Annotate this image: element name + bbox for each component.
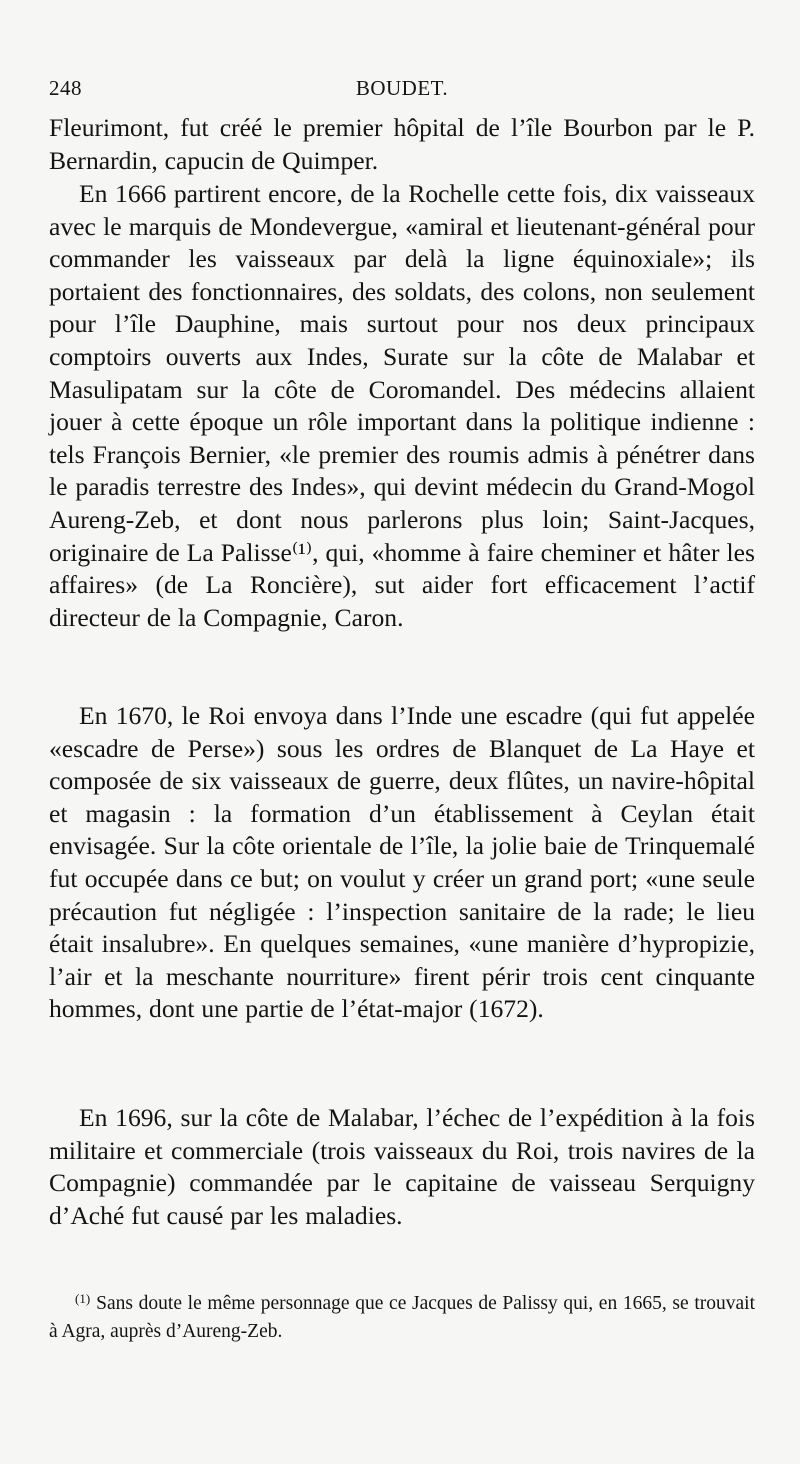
page-header: [49, 76, 755, 106]
footnote-marker: (1): [75, 1291, 91, 1306]
footnote-text: Sans doute le même personnage que ce Jacques de Palissy qui, en 1665, se trouvait à Agra, auprès d’Aureng-Zeb.: [49, 1293, 755, 1342]
body-paragraph: En 1670, le Roi envoya dans l’Inde une escadre (qui fut appelée «escadre de Perse») sous les ordres de Blanquet de La Haye et composée de six vaisseaux de guerre, deux flûtes, un navire-hôpital et magasin : la formation d’un établissement à Ceylan était envisagée. Sur la côte orientale de l’île, la jolie baie de Trinquemalé fut occupée dans ce but; on voulut y créer un grand port; «une seule précaution fut négligée : l’inspection sanitaire de la rade; le lieu était insalubre». En quelques semaines, «une manière d’hypropizie, l’air et la meschante nourriture» firent périr trois cent cinquante hommes, dont une partie de l’état-major (1672).: [49, 701, 755, 1024]
footnote: [49, 1285, 755, 1346]
body-paragraph: Fleurimont, fut créé le premier hôpital de l’île Bourbon par le P. Bernardin, capucin de Quimper.: [49, 113, 755, 175]
body-paragraph: En 1696, sur la côte de Malabar, l’échec de l’expédition à la fois militaire et commerciale (trois vaisseaux du Roi, trois navires de la Compagnie) commandée par le capitaine de vaisseau Serquigny d’Aché fut causé par les maladies.: [49, 1103, 755, 1230]
running-head: BOUDET.: [355, 76, 449, 100]
body-paragraph: En 1666 partirent encore, de la Rochelle cette fois, dix vaisseaux avec le marquis de Mondevergue, «amiral et lieutenant-général pour commander les vaisseaux par delà la ligne équinoxiale»; ils portaient des fonctionnaires, des soldats, des colons, non seulement pour l’île Dauphine, mais surtout pour nos deux principaux comptoirs ouverts aux Indes, Surate sur la côte de Malabar et Masulipatam sur la côte de Coromandel. Des médecins allaient jouer à cette époque un rôle important dans la politique indienne : tels François Bernier, «le premier des roumis admis à pénétrer dans le paradis terrestre des Indes», qui devint médecin du Grand-Mogol Aureng-Zeb, et dont nous parlerons plus loin; Saint-Jacques, originaire de La Palisse⁽¹⁾, qui, «homme à faire cheminer et hâter les affaires» (de La Roncière), sut aider fort efficacement l’actif directeur de la Compagnie, Caron.: [49, 179, 755, 632]
page-number: 248: [49, 76, 82, 100]
